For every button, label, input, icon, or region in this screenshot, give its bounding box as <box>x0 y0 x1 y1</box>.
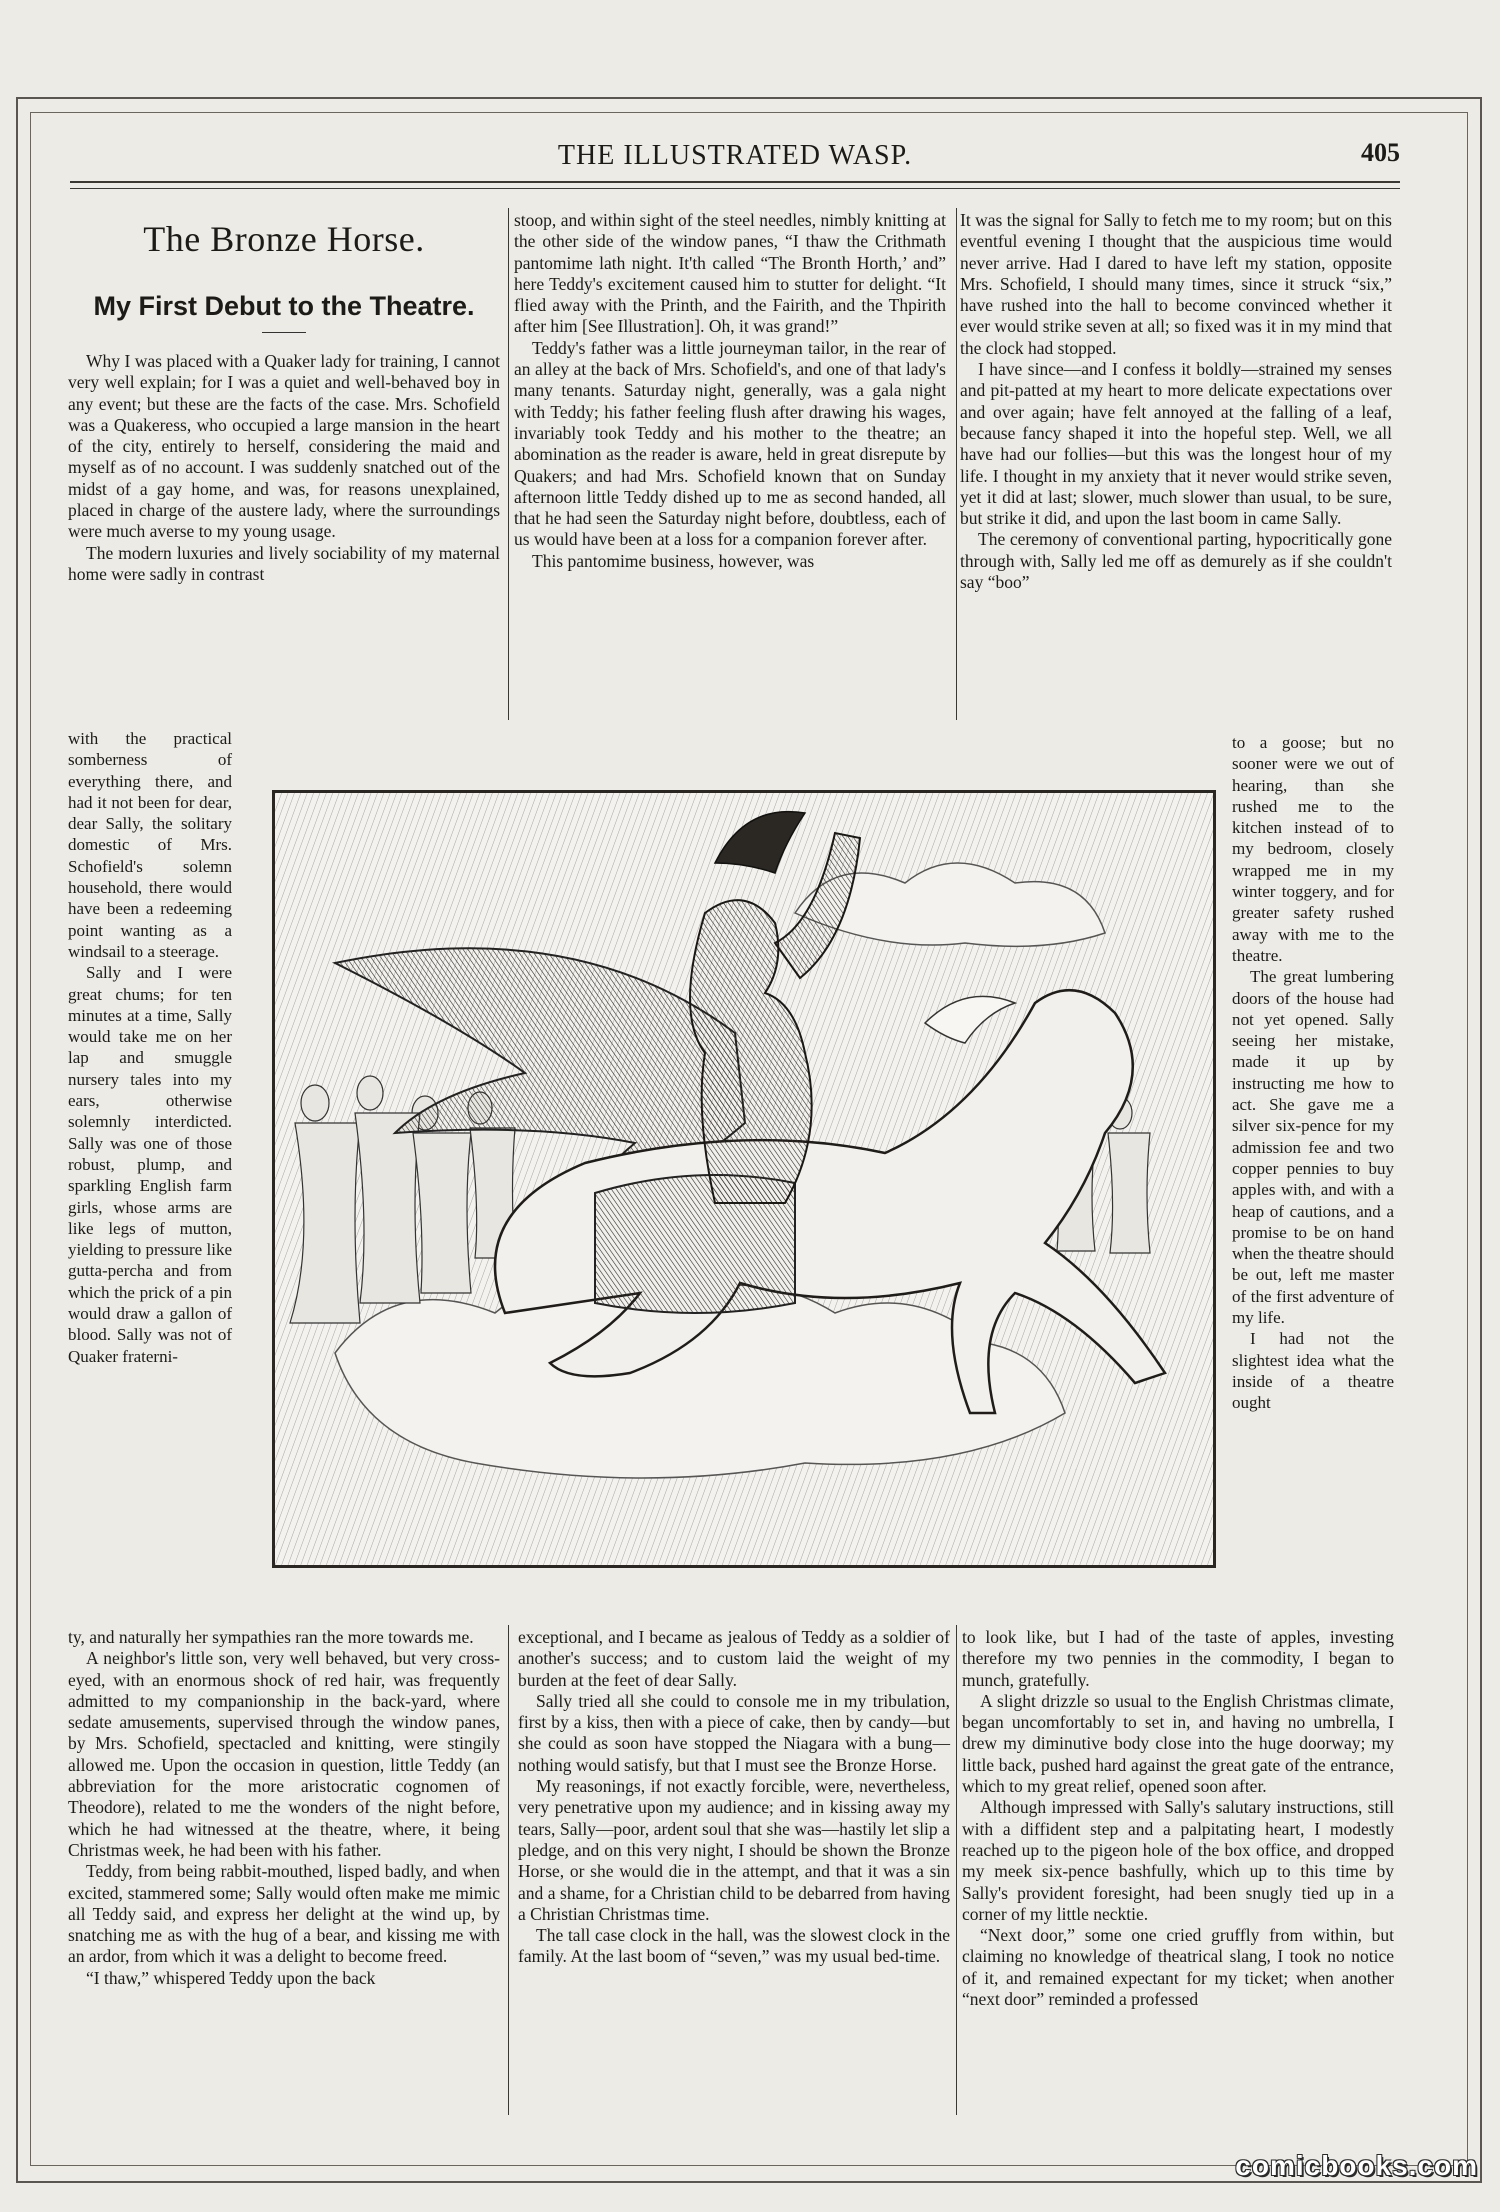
header-rule <box>70 181 1400 183</box>
paragraph: The ceremony of conventional parting, hypocritically gone through with, Sally led me off as demurely as if she couldn't say “boo” <box>960 529 1392 593</box>
column-2-top <box>514 210 946 572</box>
paragraph: I have since—and I confess it boldly—strained my senses and pit-patted at my heart to more delicate expectations over and over again; have felt annoyed at the falling of a leaf, because fancy shaped it into the hopeful step. Well, we all have had our follies—but this was the longest hour of my life. I thought in my anxiety that it never would strike seven, yet it did at last; slower, much slower than usual, to be sure, but strike it did, and upon the last boom in came Sally. <box>960 359 1392 529</box>
header-rule-thin <box>70 188 1400 189</box>
paragraph: Teddy's father was a little journeyman tailor, in the rear of an alley at the back of Mrs. Schofield's, and one of that lady's many tenants. Saturday night, generally, was a gala night with Teddy; his father feeling flush after drawing his wages, invariably took Teddy and his mother to the theatre; an abomination as the reader is aware, held in great disrepute by Quakers; and had Mrs. Schofield known that on Sunday afternoon little Teddy dished up to me as second handed, all that he had seen the Saturday night before, doubtless, each of us would have been at a loss for a companion forever after. <box>514 337 946 550</box>
bronze-horse-illustration <box>272 790 1216 1568</box>
column-3-bottom <box>962 1627 1394 2010</box>
paragraph: The tall case clock in the hall, was the slowest clock in the family. At the last boom of “seven,” was my usual bed-time. <box>518 1925 950 1967</box>
paragraph: exceptional, and I became as jealous of Teddy as a soldier of another's success; and to custom laid the weight of my burden at the feet of dear Sally. <box>518 1627 950 1690</box>
column-rule <box>956 1625 957 2115</box>
title-rule <box>262 332 306 333</box>
watermark: comicbooks.com <box>1235 2150 1478 2181</box>
column-rule <box>508 208 509 720</box>
paragraph: The modern luxuries and lively sociability of my maternal home were sadly in contrast <box>68 542 500 584</box>
paragraph: Sally tried all she could to console me in my tribulation, first by a kiss, then with a piece of cake, then by candy—but she could as soon have stopped the Niagara with a bung—nothing would satisfy, but that I must see the Bronze Horse. <box>518 1690 950 1775</box>
paragraph: stoop, and within sight of the steel needles, nimbly knitting at the other side of the window panes, “I thaw the Crithmath pantomime lath night. It'th called “The Bronth Horth,’ and” here Teddy's excitement caused him to stutter for delight. “It flied away with the Printh, and the Fairith, and the Thpirith after him [See Illustration]. Oh, it was grand!” <box>514 210 946 337</box>
page-header <box>70 134 1400 178</box>
column-1-top <box>68 200 500 585</box>
paragraph: with the practical somberness of everything there, and had it not been for dear, dear Sally, the solitary domestic of Mrs. Schofield's solemn household, there would have been a redeeming point wanting as a windsail to a steerage. <box>68 729 232 961</box>
paragraph: The great lumbering doors of the house had not yet opened. Sally seeing her mistake, made it up by instructing me how to act. She gave me a silver six-pence for my admission fee and two copper pennies to buy apples with, and with a heap of cautions, and a promise to be on hand when the theatre should be out, left me master of the first adventure of my life. <box>1232 967 1394 1328</box>
column-1-bottom <box>68 1627 500 1989</box>
paragraph: Sally and I were great chums; for ten minutes at a time, Sally would take me on her lap and smuggle nursery tales into my ears, otherwise solemnly interdicted. Sally was one of those robust, plump, and sparkling English farm girls, whose arms are like legs of mutton, yielding to pressure like gutta-percha and from which the prick of a pin would draw a gallon of blood. Sally was not of Quaker fraterni- <box>68 963 232 1366</box>
paragraph: to a goose; but no sooner were we out of hearing, than she rushed me to the kitchen instead of to my bedroom, closely wrapped me in my winter toggery, and for greater safety rushed away with me to the theatre. <box>1232 733 1394 965</box>
paragraph: Although impressed with Sally's salutary instructions, still with a diffident step and a palpitating heart, I modestly reached up to the pigeon hole of the box office, and dropped my meek six-pence bashfully, which up to this time by Sally's provident foresight, had been snugly tied up in a corner of my little necktie. <box>962 1797 1394 1924</box>
engraving <box>275 793 1213 1565</box>
paragraph: Why I was placed with a Quaker lady for training, I cannot very well explain; for I was a quiet and well-behaved boy in any event; but these are the facts of the case. Mrs. Schofield was a Quakeress, who occupied a large mansion in the heart of the city, entirely to herself, considering the maid and myself as of no account. I was suddenly snatched out of the midst of a gay home, and was, for reasons unexplained, placed in charge of the austere lady, where the surroundings were much averse to my young usage. <box>68 351 500 542</box>
paragraph: A slight drizzle so usual to the English Christmas climate, began uncomfortably to set in, and having no umbrella, I drew my diminutive body close into the huge doorway; my little back, pushed hard against the great gate of the entrance, which to my great relief, opened soon after. <box>962 1690 1394 1797</box>
paragraph: “I thaw,” whispered Teddy upon the back <box>86 1967 376 1988</box>
column-rule <box>956 208 957 720</box>
column-3-top <box>960 210 1392 593</box>
story-subtitle: My First Debut to the Theatre. <box>93 291 475 321</box>
paragraph: My reasonings, if not exactly forcible, were, nevertheless, very penetrative upon my audience; and in kissing away my tears, Sally—poor, ardent soul that she was—hastily let slip a pledge, and on this very night, I should be shown the Bronze Horse, or she would die in the attempt, and that it was a sin and a shame, for a Christian child to be debarred from having a Christian Christmas time. <box>518 1776 950 1924</box>
paragraph: I had not the slightest idea what the inside of a theatre ought <box>1232 1329 1394 1413</box>
story-title: The Bronze Horse. <box>143 219 425 259</box>
paragraph: to look like, but I had of the taste of apples, investing therefore my two pennies in the commodity, I began to munch, gratefully. <box>962 1627 1394 1690</box>
column-3-narrow <box>1232 732 1394 1414</box>
paragraph: A neighbor's little son, very well behaved, but very cross-eyed, with an enormous shock of red hair, was frequently admitted to my companionship in the back-yard, where sedate amusements, supervised through the window panes, by Mrs. Schofield, spectacled and knitting, were stingily allowed me. Upon the occasion in question, little Teddy (an abbreviation for the more aristocratic cognomen of Theodore), related to me the wonders of the night before, which he had witnessed at the theatre, where, it being Christmas week, he had been with his father. <box>68 1648 500 1860</box>
paragraph: It was the signal for Sally to fetch me to my room; but on this eventful evening I thought that the auspicious time would never arrive. Had I dared to have left my station, opposite Mrs. Schofield, I should many times, since it struck “six,” have rushed into the hall to become convinced whether it ever would strike seven at all; so fixed was it in my mind that the clock had stopped. <box>960 210 1392 358</box>
paragraph: Teddy, from being rabbit-mouthed, lisped badly, and when excited, stammered some; Sally would often make me mimic all Teddy said, and express her delight at the wind up, by snatching me as with the hug of a bear, and kissing me with an ardor, from which it was a delight to become freed. <box>68 1861 500 1967</box>
column-rule <box>508 1625 509 2115</box>
column-2-bottom <box>518 1627 950 1968</box>
page-number: 405 <box>1361 138 1400 167</box>
paragraph: This pantomime business, however, was <box>532 550 815 571</box>
paragraph: ty, and naturally her sympathies ran the more towards me. <box>68 1627 474 1647</box>
column-1-narrow <box>68 728 232 1367</box>
publication-title: THE ILLUSTRATED WASP. <box>557 140 913 171</box>
paragraph: “Next door,” some one cried gruffly from within, but claiming no knowledge of theatrical slang, I took no notice of it, and remained expectant for my ticket; when another “next door” reminded a professed <box>962 1925 1394 2010</box>
